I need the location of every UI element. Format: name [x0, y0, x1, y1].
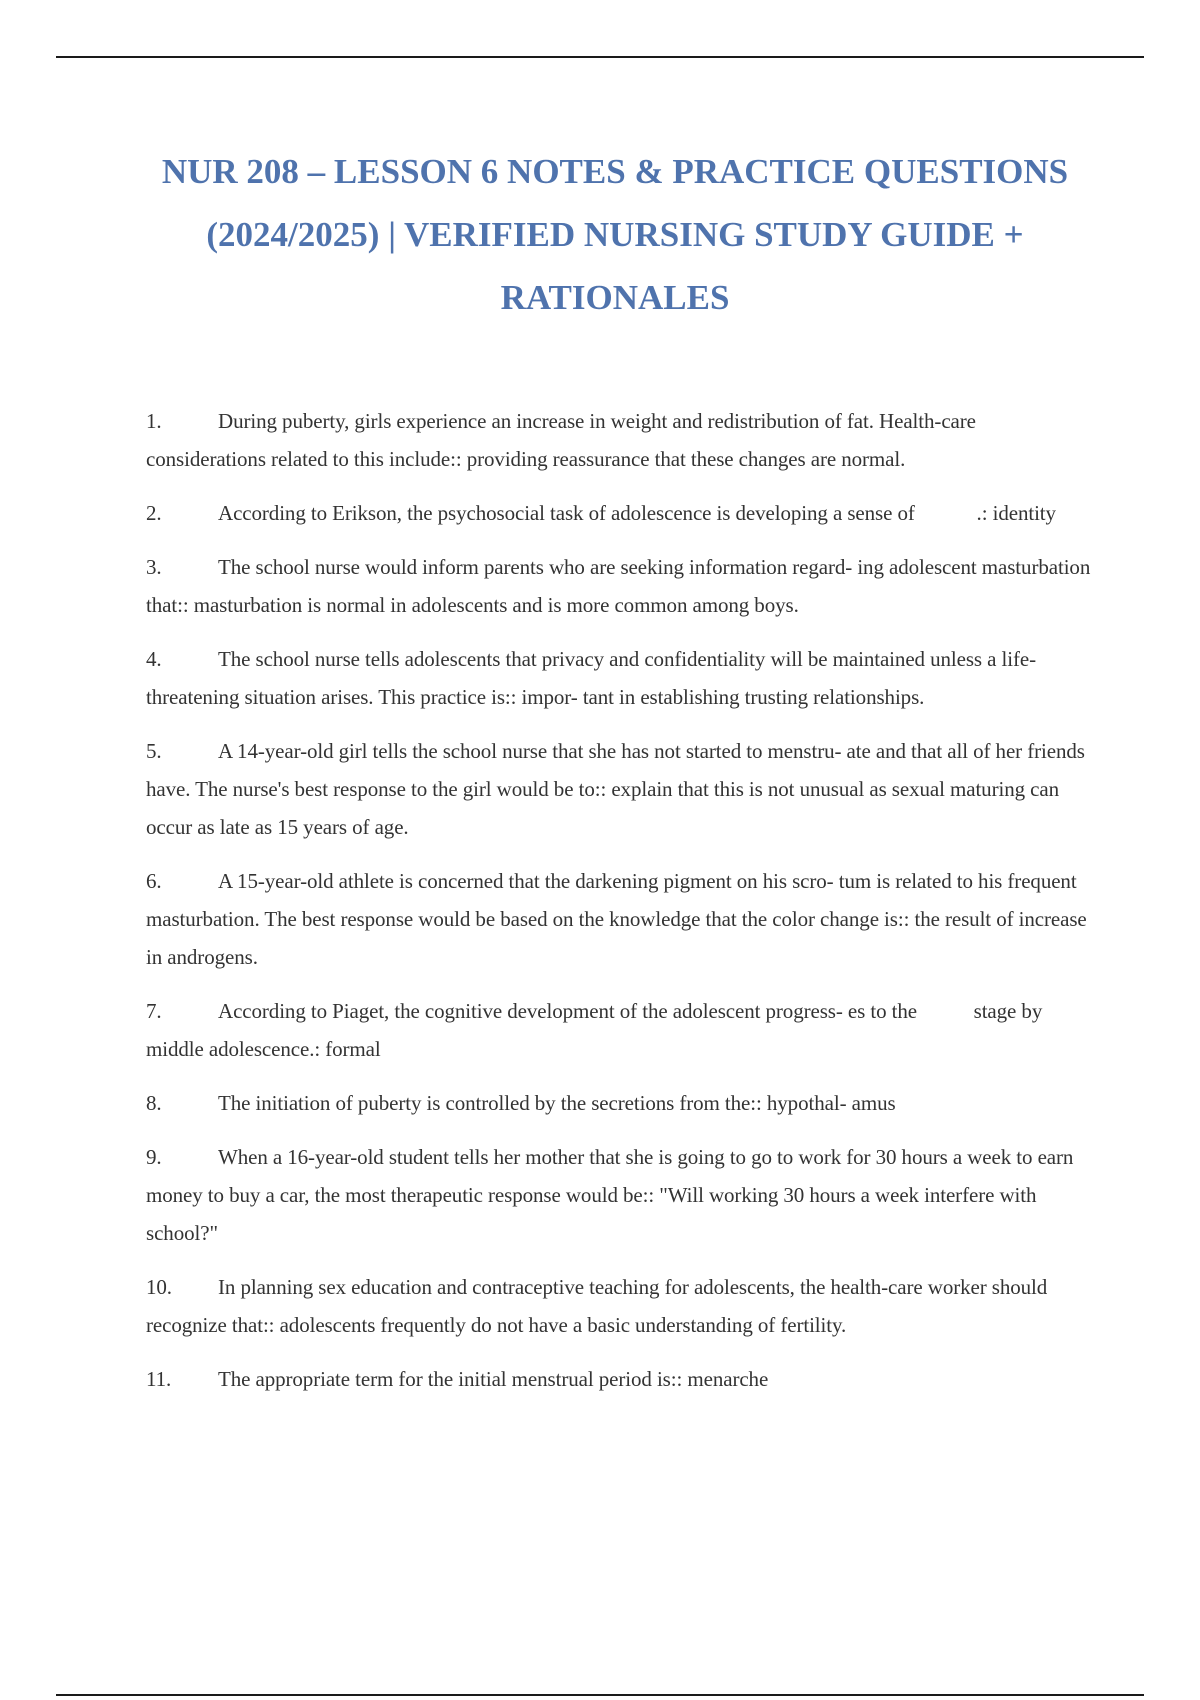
question-text: According to Erikson, the psychosocial task of adolescence is developing a sense of .: identity: [218, 501, 1056, 525]
question-number: 4.: [146, 647, 162, 671]
question-text: In planning sex education and contraceptive teaching for adolescents, the health-care worker should recognize that:: adolescents frequently do not have a basic understanding of fertility.: [146, 1275, 1048, 1337]
question-number: 10.: [146, 1275, 172, 1299]
question-number: 5.: [146, 739, 162, 763]
title-line: NUR 208 – LESSON 6 NOTES & PRACTICE QUESTIONS: [161, 152, 1069, 191]
question-number: 1.: [146, 409, 162, 433]
question-number: 2.: [146, 501, 162, 525]
title-line: RATIONALES: [500, 278, 730, 317]
question-text: When a 16-year-old student tells her mother that she is going to go to work for 30 hours a week to earn money to buy a car, the most therapeutic response would be:: "Will working 30 hours a week interfere with school?": [146, 1145, 1074, 1245]
question-item: [146, 548, 1094, 624]
question-item: [146, 402, 1094, 478]
question-item: [146, 1084, 1094, 1122]
question-item: [146, 640, 1094, 716]
question-text: During puberty, girls experience an increase in weight and redistribution of fat. Health-care considerations related to this include:: providing reassurance that these changes are normal.: [146, 409, 976, 471]
bottom-divider: [56, 1694, 1144, 1696]
question-number: 8.: [146, 1091, 162, 1115]
question-item: [146, 1268, 1094, 1344]
question-text: According to Piaget, the cognitive development of the adolescent progress- es to the stage by middle adolescence.: formal: [146, 999, 1048, 1061]
question-number: 9.: [146, 1145, 162, 1169]
question-number: 3.: [146, 555, 162, 579]
question-text: A 14-year-old girl tells the school nurse that she has not started to menstru- ate and that all of her friends have. The nurse's best response to the girl would be to:: explain that this is not unusual as sexual maturing can occur as late as 15 years of age.: [146, 739, 1085, 839]
question-number: 11.: [146, 1367, 172, 1391]
question-number: 6.: [146, 869, 162, 893]
question-item: [146, 1138, 1094, 1252]
question-text: A 15-year-old athlete is concerned that the darkening pigment on his scro- tum is related to his frequent masturbation. The best response would be based on the knowledge that the color change is:: the result of increase in androgens.: [146, 869, 1087, 969]
question-item: [146, 732, 1094, 846]
question-text: The appropriate term for the initial menstrual period is:: menarche: [218, 1367, 769, 1391]
title-line: (2024/2025) | VERIFIED NURSING STUDY GUIDE +: [206, 215, 1024, 254]
question-item: [146, 494, 1094, 532]
question-list: [146, 402, 1094, 1414]
top-divider: [56, 56, 1144, 58]
question-text: The initiation of puberty is controlled by the secretions from the:: hypothal- amus: [218, 1091, 896, 1115]
document-title: [150, 140, 1080, 329]
question-number: 7.: [146, 999, 162, 1023]
question-item: [146, 1360, 1094, 1398]
question-text: The school nurse tells adolescents that privacy and confidentiality will be maintained unless a life-threatening situation arises. This practice is:: impor- tant in establishing trusting relationships.: [146, 647, 1036, 709]
question-item: [146, 992, 1094, 1068]
question-text: The school nurse would inform parents who are seeking information regard- ing adolescent masturbation that:: masturbation is normal in adolescents and is more common among boys.: [146, 555, 1091, 617]
question-item: [146, 862, 1094, 976]
